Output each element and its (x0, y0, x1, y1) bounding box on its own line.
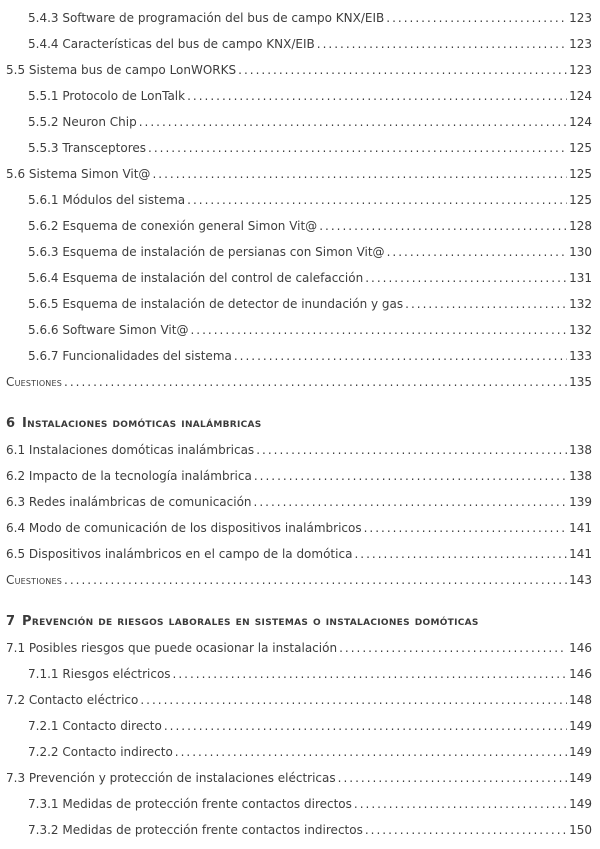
toc-entry (6, 437, 592, 463)
toc-entry-page: 131 (569, 271, 592, 285)
toc-entry-title: 7.3.1 Medidas de protección frente contactos directos (28, 797, 352, 811)
chapter-number: 6 (6, 416, 16, 431)
dot-leader (338, 765, 567, 791)
toc-entry-page: 125 (569, 167, 592, 181)
toc-entry-title: 5.6.6 Software Simon Vit@ (28, 323, 189, 337)
dot-leader (364, 515, 567, 541)
toc-entry-page: 132 (569, 323, 592, 337)
toc-entry-title: 6.2 Impacto de la tecnología inalámbrica (6, 469, 252, 483)
toc-entry-page: 123 (569, 63, 592, 77)
toc-entry (6, 5, 592, 31)
toc-entry-title: 6.1 Instalaciones domóticas inalámbricas (6, 443, 255, 457)
toc-entry-title: 7.2.1 Contacto directo (28, 719, 162, 733)
dot-leader (234, 343, 567, 369)
toc-entry-page: 149 (569, 797, 592, 811)
toc-entry-title: 5.6.4 Esquema de instalación del control de calefacción (28, 271, 364, 285)
toc-entry-page: 125 (569, 193, 592, 207)
dot-leader (354, 791, 567, 817)
toc-entry (6, 635, 592, 661)
toc-entry (6, 463, 592, 489)
dot-leader (187, 83, 567, 109)
toc-entry-title: 5.5.1 Protocolo de LonTalk (28, 89, 186, 103)
toc-entry-title: 5.5 Sistema bus de campo LonWORKS (6, 63, 237, 77)
toc-entry-title: 5.6.3 Esquema de instalación de persianas con Simon Vit@ (28, 245, 385, 259)
toc-entry-page: 149 (569, 719, 592, 733)
dot-leader (254, 489, 568, 515)
toc-entry-title: 7.1.1 Riesgos eléctricos (28, 667, 171, 681)
toc-entry-page: 141 (569, 521, 592, 535)
dot-leader (64, 567, 567, 593)
dot-leader (148, 135, 567, 161)
toc-entry (6, 567, 592, 593)
toc-entry-title: 5.4.3 Software de programación del bus de campo KNX/EIB (28, 11, 385, 25)
dot-leader (354, 541, 567, 567)
dot-leader (386, 5, 567, 31)
dot-leader (190, 317, 567, 343)
toc-entry-page: 146 (569, 641, 592, 655)
toc-entry-page: 135 (569, 375, 592, 389)
toc-entry (6, 791, 592, 817)
toc-entry-page: 150 (569, 823, 592, 837)
chapter-number: 7 (6, 614, 16, 629)
toc-entry-title: 5.6.7 Funcionalidades del sistema (28, 349, 232, 363)
toc-entry-page: 141 (569, 547, 592, 561)
chapter-heading (6, 609, 592, 635)
dot-leader (405, 291, 567, 317)
toc-entry-title: 7.3 Prevención y protección de instalaciones eléctricas (6, 771, 336, 785)
toc-entry-page: 139 (569, 495, 592, 509)
dot-leader (139, 109, 567, 135)
toc-entry (6, 265, 592, 291)
toc-entry-page: 138 (569, 469, 592, 483)
toc-entry (6, 109, 592, 135)
toc-entry (6, 57, 592, 83)
toc-entry-page: 123 (569, 37, 592, 51)
toc-entry-title: 7.3.2 Medidas de protección frente contactos indirectos (28, 823, 363, 837)
toc-entry (6, 187, 592, 213)
dot-leader (164, 713, 567, 739)
toc-entry-page: 149 (569, 745, 592, 759)
dot-leader (365, 265, 567, 291)
toc-entry (6, 291, 592, 317)
toc-entry (6, 713, 592, 739)
toc-entry-page: 133 (569, 349, 592, 363)
toc-entry-title: 5.5.2 Neuron Chip (28, 115, 137, 129)
toc-entry-page: 143 (569, 573, 592, 587)
toc-entry-page: 149 (569, 771, 592, 785)
toc-entry-title: 5.6 Sistema Simon Vit@ (6, 167, 151, 181)
toc-entry-title: 7.1 Posibles riesgos que puede ocasionar la instalación (6, 641, 338, 655)
dot-leader (339, 635, 567, 661)
dot-leader (256, 437, 567, 463)
toc-entry (6, 343, 592, 369)
toc-entry-page: 148 (569, 693, 592, 707)
toc-entry-title: 6.5 Dispositivos inalámbricos en el campo de la domótica (6, 547, 353, 561)
chapter-title: Prevención de riesgos laborales en sistemas o instalaciones domóticas (22, 614, 479, 629)
toc-entry-page: 123 (569, 11, 592, 25)
dot-leader (152, 161, 567, 187)
toc-entry-title: 7.2.2 Contacto indirecto (28, 745, 173, 759)
toc-entry (6, 489, 592, 515)
toc-entry-title: Cuestiones (6, 573, 63, 587)
dot-leader (175, 739, 567, 765)
toc-entry-title: 5.5.3 Transceptores (28, 141, 147, 155)
dot-leader (173, 661, 568, 687)
toc-entry-title: 7.2 Contacto eléctrico (6, 693, 139, 707)
toc-entry-page: 125 (569, 141, 592, 155)
toc-entry (6, 817, 592, 843)
toc-entry (6, 161, 592, 187)
toc-entry (6, 765, 592, 791)
toc-entry-page: 124 (569, 89, 592, 103)
toc-entry-title: 6.4 Modo de comunicación de los dispositivos inalámbricos (6, 521, 362, 535)
dot-leader (365, 817, 567, 843)
toc-entry (6, 687, 592, 713)
toc-entry (6, 541, 592, 567)
toc-entry (6, 515, 592, 541)
toc-entry-title: 5.4.4 Características del bus de campo KNX/EIB (28, 37, 315, 51)
toc-entry (6, 213, 592, 239)
toc-entry-page: 130 (569, 245, 592, 259)
toc-entry-page: 146 (569, 667, 592, 681)
toc-entry (6, 739, 592, 765)
toc-entry-title: 5.6.2 Esquema de conexión general Simon Vit@ (28, 219, 318, 233)
dot-leader (254, 463, 567, 489)
toc-entry (6, 369, 592, 395)
toc-entry (6, 135, 592, 161)
chapter-title: Instalaciones domóticas inalámbricas (22, 416, 262, 431)
dot-leader (238, 57, 567, 83)
toc-entry (6, 31, 592, 57)
dot-leader (64, 369, 567, 395)
toc-entry-page: 124 (569, 115, 592, 129)
toc-entry-page: 128 (569, 219, 592, 233)
toc-entry-title: 6.3 Redes inalámbricas de comunicación (6, 495, 252, 509)
dot-leader (387, 239, 568, 265)
toc-entry-title: Cuestiones (6, 375, 63, 389)
dot-leader (140, 687, 567, 713)
toc-entry (6, 661, 592, 687)
toc-entry (6, 83, 592, 109)
toc-entry-title: 5.6.1 Módulos del sistema (28, 193, 186, 207)
toc-entry-page: 138 (569, 443, 592, 457)
dot-leader (187, 187, 567, 213)
dot-leader (319, 213, 567, 239)
toc-entry (6, 239, 592, 265)
chapter-heading (6, 411, 592, 437)
toc-entry (6, 317, 592, 343)
toc-entry-title: 5.6.5 Esquema de instalación de detector de inundación y gas (28, 297, 404, 311)
toc-entry-page: 132 (569, 297, 592, 311)
dot-leader (317, 31, 567, 57)
